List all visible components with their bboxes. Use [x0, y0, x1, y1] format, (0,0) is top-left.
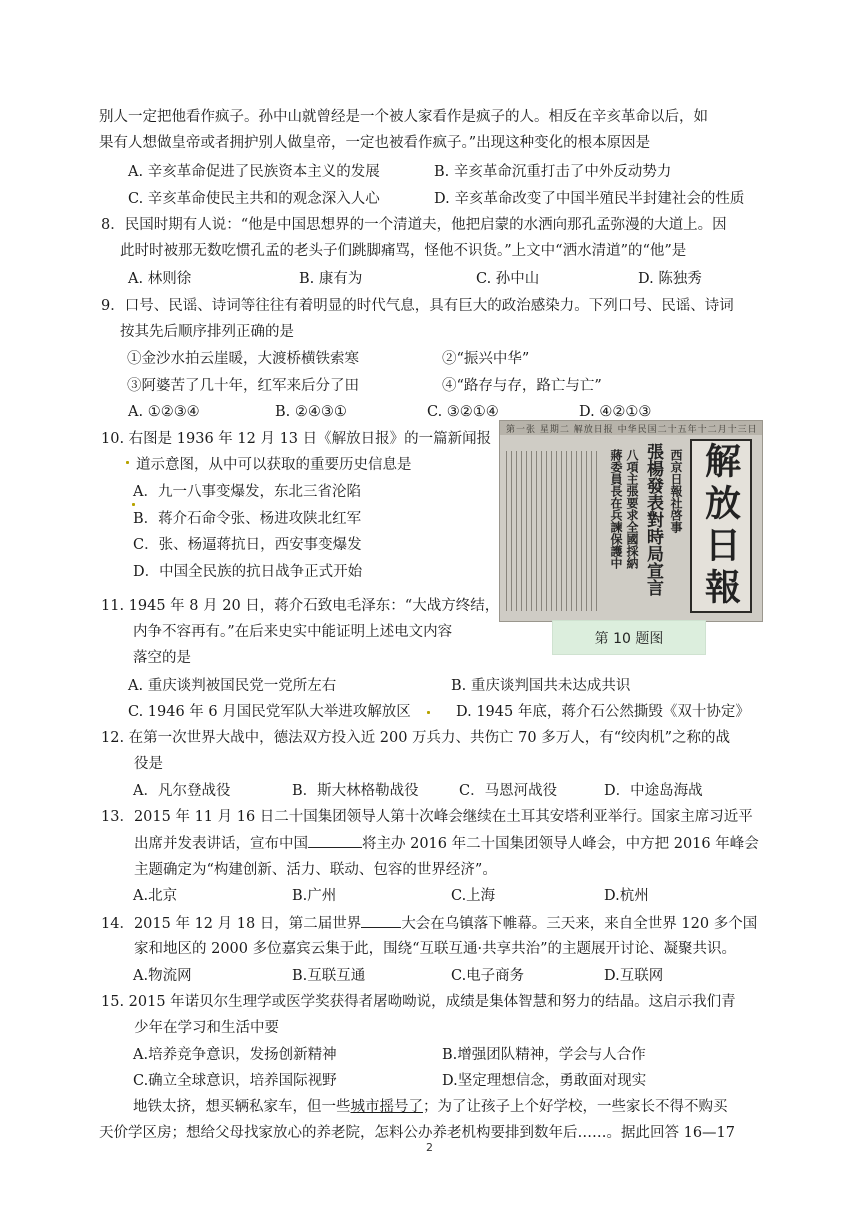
text-line: 按其先后顺序排列正确的是	[120, 324, 294, 340]
option-b: B.互联互通	[292, 968, 366, 984]
edit-mark	[126, 461, 129, 464]
option-b: B. 重庆谈判国共未达成共识	[451, 678, 631, 694]
question-12: 12. 在第一次世界大战中，德法双方投入近 200 万兵力、共伤亡 70 多万人，有“绞肉机”之称的战	[101, 730, 731, 746]
newspaper-image	[499, 420, 763, 622]
option-d: D. 1945 年底，蒋介石公然撕毁《双十协定》	[456, 704, 750, 720]
text-segment: 14．2015 年 12 月 18 日，第二届世界	[101, 916, 362, 932]
text-line: 道示意图，从中可以获取的重要历史信息是	[136, 457, 412, 473]
option-a: A．九一八事变爆发，东北三省沦陷	[133, 484, 361, 500]
text-line	[134, 833, 759, 854]
question-8: 8．民国时期有人说：“他是中国思想界的一个清道夫，他把启蒙的水洒向那孔孟弥漫的大道上。因	[101, 217, 727, 233]
option-c: C.确立全球意识，培养国际视野	[133, 1073, 337, 1089]
option-c: C．马恩河战役	[459, 783, 558, 799]
text-line: 家和地区的 2000 多位嘉宾云集于此，围绕“互联互通·共享共治”的主题展开讨论、凝聚共识。	[134, 941, 737, 957]
newspaper-body-text	[506, 451, 598, 611]
option-c: C.上海	[451, 888, 496, 904]
option-a: A.物流网	[133, 968, 192, 984]
answer-blank	[361, 913, 401, 928]
text-segment: 将主办 2016 年二十国集团领导人峰会，中方把 2016 年峰会	[362, 836, 759, 852]
option-c: C. 辛亥革命使民主共和的观念深入人心	[128, 191, 380, 207]
option-a: A. 重庆谈判被国民党一党所左右	[128, 678, 337, 694]
text-segment: ；为了让孩子上个好学校，一些家长不得不购买	[423, 1099, 728, 1115]
item-2: ②“振兴中华”	[442, 351, 530, 367]
option-a: A. ①②③④	[128, 404, 200, 420]
text-segment: 地铁太挤，想买辆私家车，但一些	[133, 1099, 351, 1115]
item-3: ③阿婆苦了几十年，红军来后分了田	[127, 378, 359, 394]
underlined-phrase: 城市摇号了	[350, 1099, 423, 1115]
option-b: B．蒋介石命令张、杨进攻陕北红军	[133, 511, 362, 527]
passage-line: 天价学区房；想给父母找家放心的养老院，怎料公办养老机构要排到数年后……。据此回答 16—17	[99, 1125, 736, 1141]
option-c: C. 孙中山	[476, 271, 540, 287]
option-b: B.广州	[292, 888, 337, 904]
question-9: 9．口号、民谣、诗词等往往有着明显的时代气息，具有巨大的政治感染力。下列口号、民谣、诗词	[101, 298, 734, 314]
option-c: C. 1946 年 6 月国民党军队大举进攻解放区	[128, 704, 411, 720]
text-line: 此时时被那无数吃惯孔孟的老头子们跳脚痛骂，怪他不识货。”上文中“洒水清道”的“他”是	[120, 243, 687, 259]
edit-mark	[132, 503, 135, 506]
text-segment: 大会在乌镇落下帷幕。三天来，来自全世界 120 多个国	[401, 916, 758, 932]
newspaper-headline-3: 蔣委員長在兵諫保護中	[609, 449, 623, 569]
figure-caption: 第 10 题图	[552, 620, 706, 655]
text-line: 落空的是	[133, 650, 191, 666]
answer-blank	[308, 833, 362, 848]
newspaper-notice: 西京日報社啓事	[669, 449, 683, 533]
option-c: C.电子商务	[451, 968, 525, 984]
option-c: C. ③②①④	[427, 404, 499, 420]
option-d: D.坚定理想信念，勇敢面对现实	[442, 1073, 647, 1089]
option-a: A.北京	[133, 888, 178, 904]
page-number: 2	[426, 1141, 433, 1154]
question-11: 11. 1945 年 8 月 20 日，蒋介石致电毛泽东：“大战方终结，	[101, 598, 500, 614]
text-line: 内争不容再有。”在后来史实中能证明上述电文内容	[133, 624, 453, 640]
text-line: 少年在学习和生活中要	[134, 1020, 279, 1036]
newspaper-masthead	[690, 439, 752, 613]
option-b: B. 康有为	[299, 271, 363, 287]
passage-line	[133, 1097, 728, 1117]
option-d: D．中途岛海战	[604, 783, 703, 799]
question-14	[101, 913, 757, 934]
masthead-title: 解放日報	[699, 442, 742, 610]
option-b: B. ②④③①	[275, 404, 347, 420]
text-segment: 出席并发表讲话，宣布中国	[134, 836, 308, 852]
option-a: A．凡尔登战役	[133, 783, 231, 799]
option-d: D.互联网	[604, 968, 664, 984]
text-line: 役是	[134, 756, 163, 772]
text-line: 主题确定为“构建创新、活力、联动、包容的世界经济”。	[134, 862, 497, 878]
text-line: 别人一定把他看作疯子。孙中山就曾经是一个被人家看作是疯子的人。相反在辛亥革命以后，如	[99, 109, 708, 125]
text-line: 果有人想做皇帝或者拥护别人做皇帝，一定也被看作疯子。”出现这种变化的根本原因是	[99, 135, 651, 151]
edit-mark	[427, 711, 430, 714]
item-1: ①金沙水拍云崖暖，大渡桥横铁索寒	[127, 351, 359, 367]
question-15: 15. 2015 年诺贝尔生理学或医学奖获得者屠呦呦说，成绩是集体智慧和努力的结晶。这启示我们青	[101, 994, 736, 1010]
option-a: A.培养竞争意识，发扬创新精神	[133, 1047, 337, 1063]
question-13: 13．2015 年 11 月 16 日二十国集团领导人第十次峰会继续在土耳其安塔利亚举行。国家主席习近平	[101, 809, 753, 825]
option-a: A. 辛亥革命促进了民族资本主义的发展	[128, 164, 380, 180]
option-c: C．张、杨逼蒋抗日，西安事变爆发	[133, 537, 362, 553]
option-b: B.增强团队精神，学会与人合作	[442, 1047, 646, 1063]
newspaper-headline-1: 張楊發表對時局宣言	[643, 443, 663, 596]
newspaper-header-text: 第一张 星期二 解放日报 中华民国二十五年十二月十三日	[506, 425, 758, 435]
item-4: ④“路存与存，路亡与亡”	[442, 378, 602, 394]
option-d: D．中国全民族的抗日战争正式开始	[133, 564, 363, 580]
option-d: D. 辛亥革命改变了中国半殖民半封建社会的性质	[434, 191, 745, 207]
option-b: B. 辛亥革命沉重打击了中外反动势力	[434, 164, 672, 180]
option-d: D.杭州	[604, 888, 649, 904]
newspaper-header-strip	[500, 421, 762, 435]
option-d: D. 陈独秀	[638, 271, 702, 287]
option-b: B．斯大林格勒战役	[292, 783, 419, 799]
newspaper-headline-2: 八項主張要求全國採納	[625, 449, 639, 569]
question-10: 10. 右图是 1936 年 12 月 13 日《解放日报》的一篇新闻报	[101, 431, 492, 447]
option-d: D. ④②①③	[579, 404, 652, 420]
option-a: A. 林则徐	[128, 271, 192, 287]
